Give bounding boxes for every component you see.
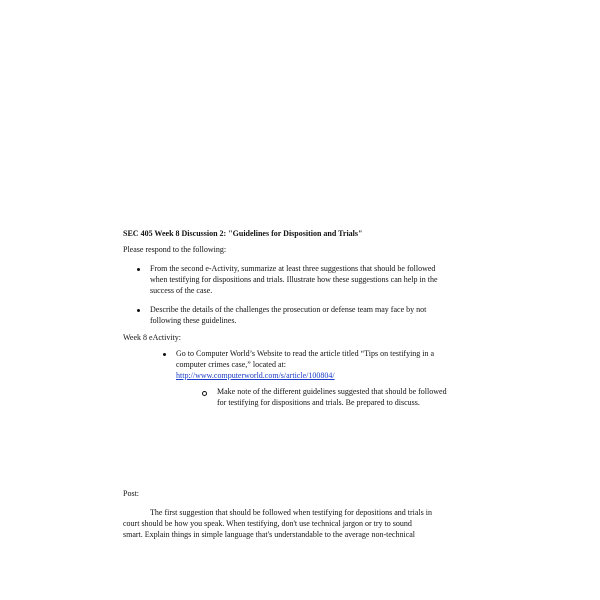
bullet-icon bbox=[163, 353, 166, 356]
eactivity-sub-line-1: Make note of the different guidelines suggested that should be followed bbox=[217, 387, 447, 396]
post-label: Post: bbox=[123, 489, 140, 498]
bullet-1-line-2: when testifying for dispositions and trials. Illustrate how these suggestions can help in the bbox=[150, 275, 438, 284]
eactivity-sub-line-2: for testifying for dispositions and trials. Be prepared to discuss. bbox=[217, 398, 420, 407]
document-title: SEC 405 Week 8 Discussion 2: "Guidelines for Disposition and Trials" bbox=[123, 229, 363, 238]
post-line-3: smart. Explain things in simple language that's understandable to the average non-technical bbox=[123, 530, 416, 539]
sub-bullet-icon bbox=[202, 391, 207, 396]
post-line-1: The first suggestion that should be followed when testifying for depositions and trials in bbox=[150, 508, 432, 517]
bullet-icon bbox=[137, 309, 140, 312]
eactivity-line-2: computer crimes case,” located at: bbox=[176, 360, 286, 369]
article-link[interactable]: http://www.computerworld.com/s/article/100804/ bbox=[176, 371, 335, 380]
eactivity-label: Week 8 eActivity: bbox=[123, 333, 182, 342]
bullet-1-line-1: From the second e-Activity, summarize at least three suggestions that should be followed bbox=[150, 264, 436, 273]
bullet-2-line-2: following these guidelines. bbox=[150, 316, 237, 325]
prompt-text: Please respond to the following: bbox=[123, 245, 227, 254]
bullet-1-line-3: success of the case. bbox=[150, 286, 213, 295]
post-line-2: court should be how you speak. When testifying, don't use technical jargon or try to sound bbox=[123, 519, 412, 528]
eactivity-line-1: Go to Computer World’s Website to read the article titled “Tips on testifying in a bbox=[176, 349, 435, 358]
bullet-icon bbox=[137, 268, 140, 271]
bullet-2-line-1: Describe the details of the challenges the prosecution or defense team may face by not bbox=[150, 305, 427, 314]
